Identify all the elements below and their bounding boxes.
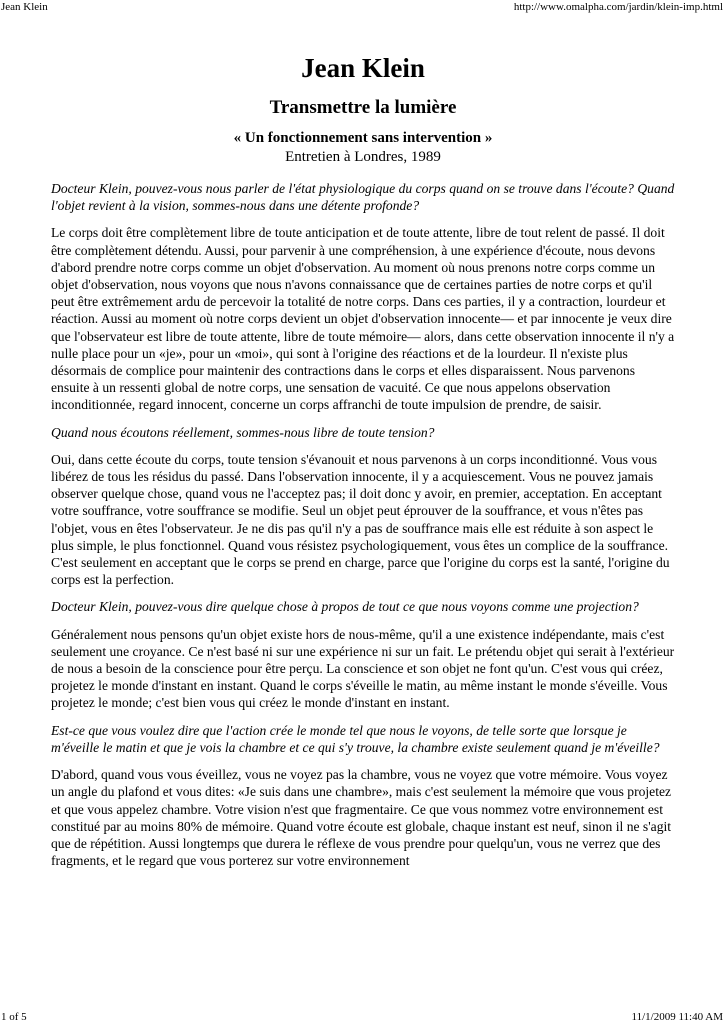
interview-question: Docteur Klein, pouvez-vous nous parler de l'état physiologique du corps quand on se trouve dans l'écoute? Quand l'objet revient à la vision, sommes-nous dans une détente profonde? [51, 181, 675, 214]
interview-answer: D'abord, quand vous vous éveillez, vous ne voyez pas la chambre, vous ne voyez que votre mémoire. Vous voyez un angle du plafond et vous dites: «Je suis dans une chambre», mais c'est seulement la mémoire que vous projetez et que vous appelez chambre. Votre vision n'est que fragmentaire. Ce que vous nommez votre environnement est constitué par au moins 80% de mémoire. Quand votre écoute est globale, chaque instant est neuf, sinon il ne s'agit que de répétition. Aussi longtemps que durera le réflexe de vous prendre pour quelqu'un, vous ne verrez que des fragments, et le regard que vous porterez sur votre environnement [51, 767, 672, 869]
print-footer [0, 1010, 724, 1024]
interview-question: Docteur Klein, pouvez-vous dire quelque chose à propos de tout ce que nous voyons comme une projection? [51, 599, 639, 615]
print-header [0, 0, 724, 14]
interview-question: Quand nous écoutons réellement, sommes-nous libre de toute tension? [51, 424, 435, 440]
print-header-page-title: Jean Klein [1, 1, 48, 13]
print-header-url: http://www.omalpha.com/jardin/klein-imp.html [513, 1, 723, 13]
document-body [51, 50, 675, 879]
document-subtitle: Transmettre la lumière [269, 97, 457, 118]
page-number: 1 of 5 [1, 1011, 27, 1023]
interview-title: « Un fonctionnement sans intervention » [233, 130, 493, 146]
print-timestamp: 11/1/2009 11:40 AM [631, 1011, 723, 1023]
interview-answer: Généralement nous pensons qu'un objet existe hors de nous-même, qu'il a une existence indépendante, mais c'est seulement une croyance. Ce n'est basé ni sur une expérience ni sur un fait. Le prétendu objet qui serait à l'extérieur de nous a besoin de la conscience pour être perçu. La conscience et son objet ne font qu'un. C'est vous qui créez, projetez le monde d'instant en instant. Quand le corps s'éveille le matin, au même instant le monde s'éveille. Vous projetez le monde; c'est bien vous qui créez le monde d'instant en instant. [51, 626, 675, 711]
interview-question: Est-ce que vous voulez dire que l'action crée le monde tel que nous le voyons, de telle sorte que lorsque je m'éveille le matin et que je vois la chambre et ce qui s'y trouve, la chambre existe seulement quand je m'éveille? [51, 722, 660, 755]
interview-date: Entretien à Londres, 1989 [285, 149, 441, 165]
document-title: Jean Klein [301, 53, 425, 83]
interview-answer: Oui, dans cette écoute du corps, toute tension s'évanouit et nous parvenons à un corps inconditionné. Vous vous libérez de tous les résidus du passé. Dans l'observation innocente, il y a acquiescement. Vous ne pouvez jamais observer quelque chose, quand vous ne l'acceptez pas; il doit donc y avoir, en premier, acceptation. En acceptant votre souffrance, votre souffrance se modifie. Seul un objet peut éprouver de la souffrance, et vous n'êtes pas l'objet, vous en êtes l'observateur. Je ne dis pas qu'il n'y a pas de souffrance mais elle est réduite à son aspect le plus simple, le plus fonctionnel. Quand vous résistez psychologiquement, vous êtes un complice de la souffrance. C'est seulement en acceptant que le corps se prend en charge, parce que l'origine du corps est la santé, l'origine du corps est la perfection. [51, 451, 670, 588]
interview-answer: Le corps doit être complètement libre de toute anticipation et de toute attente, libre de tout relent de passé. Il doit être complètement détendu. Aussi, pour parvenir à une compréhension, à une expérience d'écoute, nous devons d'abord prendre notre corps comme un objet d'observation. Au moment où nous prenons notre corps comme un objet d'observation, nous voyons que nous n'avons connaissance que de certaines parties de notre corps et qu'il peut être extrêmement ardu de percevoir la totalité de notre corps. Dans ces parties, il y a contraction, lourdeur et réaction. Aussi au moment où notre corps devient un objet d'observation innocente— et par innocente je veux dire que l'observateur est libre de toute attente, libre de toute mémoire— alors, dans cette observation innocente il n'y a nulle place pour un «je», pour un «moi», qui sont à l'origine des réactions et de la lourdeur. Il n'existe plus désormais de complice pour maintenir des contractions dans le corps et elles disparaissent. Nous parvenons ensuite à un ressenti global de notre corps, une sensation de vacuité. Ce que nous appelons observation inconditionnée, regard innocent, concerne un corps affranchi de toute impulsion de prendre, de saisir. [51, 225, 675, 413]
